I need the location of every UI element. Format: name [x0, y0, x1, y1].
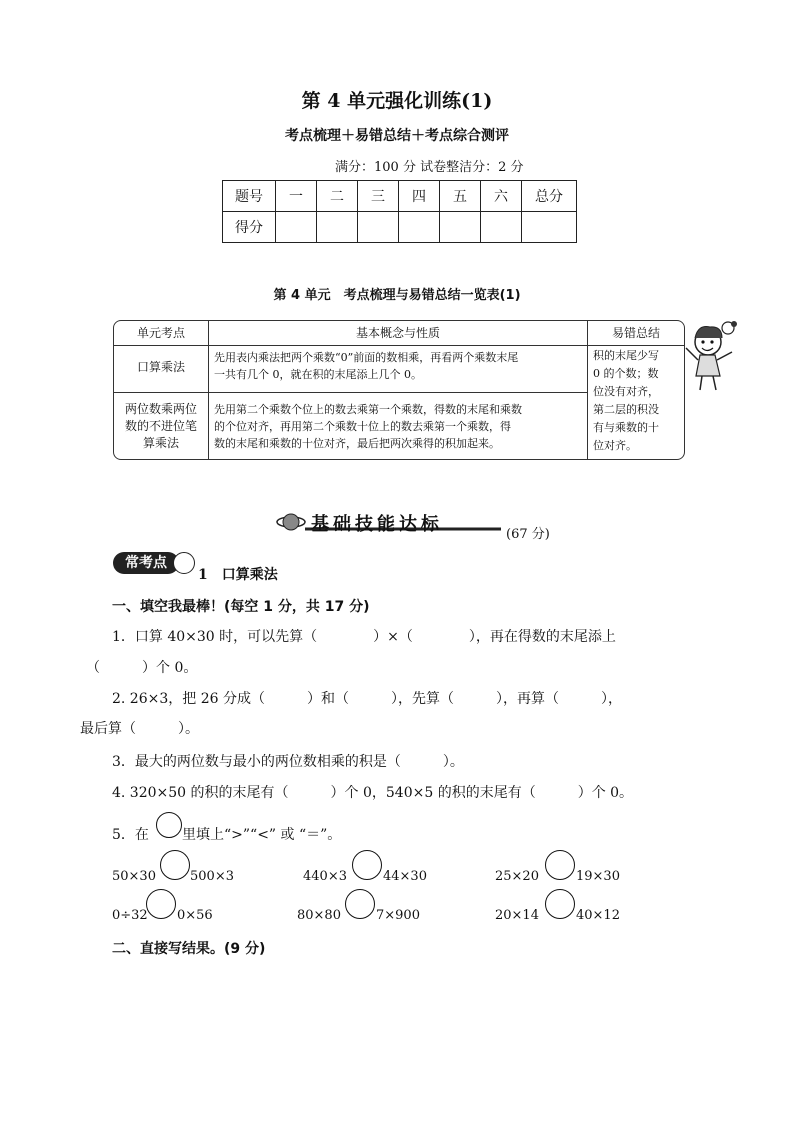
compare-circle[interactable] [160, 850, 190, 880]
score-cell[interactable] [481, 212, 522, 243]
banner-score: (67 分) [506, 527, 550, 542]
score-header: 一 [276, 181, 317, 212]
question-3: 3．最大的两位数与最小的两位数相乘的积是（ ）。 [112, 754, 464, 770]
question-2-line1: 2. 26×3，把 26 分成（ ）和（ ），先算（ ），再算（ ）， [112, 691, 622, 707]
section1-title: 一、填空我最棒！(每空 1 分，共 17 分) [112, 599, 370, 615]
mistake-summary: 积的末尾少写 0 的个数；数 位没有对齐， 第二层的积没 有与乘数的十 位对齐。 [593, 349, 659, 452]
topic-heading: 1 口算乘法 [198, 567, 278, 583]
score-header: 六 [481, 181, 522, 212]
compare-left: 0÷32 [112, 908, 148, 923]
compare-right: 44×30 [383, 869, 427, 884]
summary-title: 第 4 单元 考点梳理与易错总结一览表(1) [273, 288, 521, 303]
compare-right: 7×900 [376, 908, 420, 923]
topic-1: 口算乘法 [136, 360, 185, 374]
compare-circle[interactable] [545, 850, 575, 880]
question-1-line1: 1．口算 40×30 时，可以先算（ ）×（ ），再在得数的末尾添上 [112, 629, 616, 645]
question-5-prefix: 5．在 [112, 827, 149, 843]
compare-circle[interactable] [545, 889, 575, 919]
col-header-mistake: 易错总结 [588, 321, 684, 346]
question-4: 4. 320×50 的积的末尾有（ ）个 0，540×5 的积的末尾有（ ）个 0。 [112, 785, 634, 801]
score-header: 四 [399, 181, 440, 212]
point-tag-label: 常考点 [113, 552, 179, 574]
compare-circle[interactable] [345, 889, 375, 919]
banner-title: 基础技能达标 [311, 514, 443, 535]
compare-left: 25×20 [495, 869, 539, 884]
compare-right: 40×12 [576, 908, 620, 923]
score-header: 三 [358, 181, 399, 212]
compare-right: 19×30 [576, 869, 620, 884]
score-header: 题号 [223, 181, 276, 212]
score-cell[interactable] [399, 212, 440, 243]
topic-2: 两位数乘两位 数的不进位笔 算乘法 [124, 402, 197, 450]
score-header: 总分 [522, 181, 577, 212]
score-info: 满分：100 分 试卷整洁分：2 分 [335, 160, 524, 175]
compare-left: 80×80 [297, 908, 341, 923]
compare-circle[interactable] [146, 889, 176, 919]
section2-title: 二、直接写结果。(9 分) [112, 941, 266, 957]
score-table [222, 180, 577, 243]
score-cell[interactable] [358, 212, 399, 243]
point-tag [113, 552, 195, 574]
point-tag-circle [173, 552, 195, 574]
score-row-label: 得分 [223, 212, 276, 243]
question-1-line2: （ ）个 0。 [86, 660, 198, 676]
concept-2: 先用第二个乘数个位上的数去乘第一个乘数，得数的末尾和乘数 的个位对齐，再用第二个乘数十位上的数去乘第一个乘数，得 数的末尾和乘数的十位对齐，最后把两次乘得的积加起来。 [214, 403, 522, 450]
compare-right: 500×3 [190, 869, 234, 884]
score-cell[interactable] [522, 212, 577, 243]
score-cell[interactable] [440, 212, 481, 243]
cartoon-girl-icon [684, 318, 744, 396]
score-header: 二 [317, 181, 358, 212]
compare-right: 0×56 [177, 908, 213, 923]
concept-1: 先用表内乘法把两个乘数“0”前面的数相乘，再看两个乘数末尾 一共有几个 0，就在积的末尾添上几个 0。 [214, 351, 519, 381]
compare-circle[interactable] [352, 850, 382, 880]
page-subtitle: 考点梳理＋易错总结＋考点综合测评 [285, 128, 509, 144]
compare-left: 50×30 [112, 869, 156, 884]
compare-left: 20×14 [495, 908, 539, 923]
summary-table [113, 320, 685, 460]
score-header: 五 [440, 181, 481, 212]
col-header-topic: 单元考点 [114, 321, 208, 346]
section-banner [275, 509, 505, 535]
divider [114, 392, 587, 393]
question-5-suffix: 里填上“>”“<” 或 “＝”。 [182, 827, 342, 843]
question-2-line2: 最后算（ ）。 [80, 721, 199, 737]
page-title: 第 4 单元强化训练(1) [301, 90, 493, 112]
col-header-concept: 基本概念与性质 [209, 321, 587, 346]
score-cell[interactable] [276, 212, 317, 243]
blank-circle-icon [156, 812, 182, 838]
score-cell[interactable] [317, 212, 358, 243]
compare-left: 440×3 [303, 869, 347, 884]
